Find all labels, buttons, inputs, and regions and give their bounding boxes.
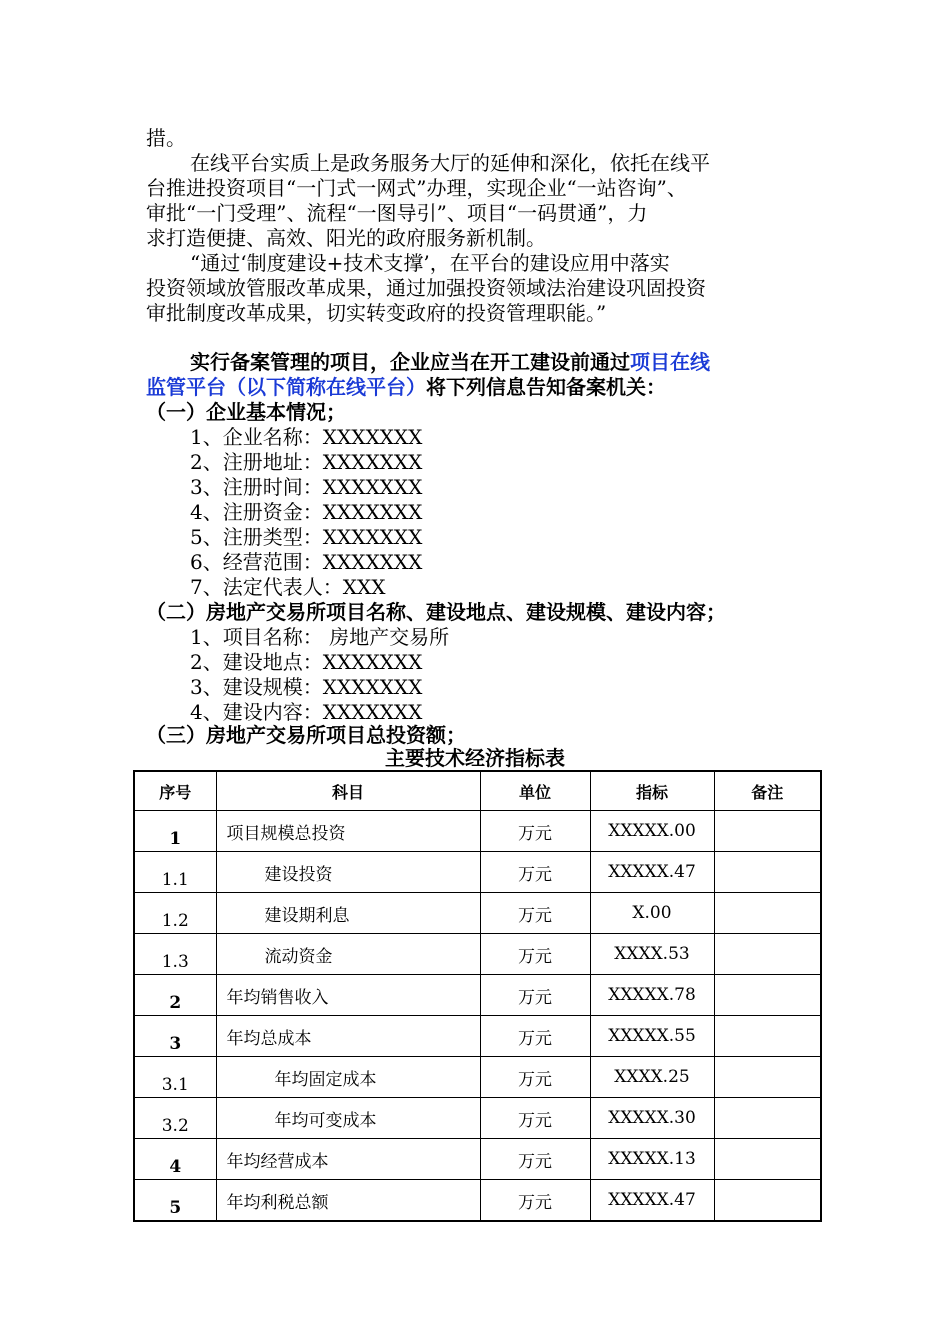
table-row (134, 852, 821, 893)
intro-text: 将下列信息告知备案机关： (426, 375, 666, 399)
intro-line-1 (190, 350, 710, 375)
row-remark (714, 852, 821, 893)
row-remark (714, 1057, 821, 1098)
row-remark (714, 1139, 821, 1180)
row-unit: 万元 (480, 975, 590, 1016)
row-value: XXXXX.78 (590, 975, 714, 1016)
row-item: 项目规模总投资 (216, 811, 480, 852)
row-value: X.00 (590, 893, 714, 934)
row-unit: 万元 (480, 811, 590, 852)
section-1-item: 2、注册地址：XXXXXXX (190, 450, 423, 474)
row-value: XXXXX.13 (590, 1139, 714, 1180)
paragraph-line: 审批制度改革成果，切实转变政府的投资管理职能。” (146, 301, 607, 325)
row-unit: 万元 (480, 852, 590, 893)
row-no: 5 (134, 1180, 216, 1222)
section-1-item: 6、经营范围：XXXXXXX (190, 550, 423, 574)
row-no: 1.2 (134, 893, 216, 934)
paragraph-line: 措。 (146, 126, 186, 150)
section-2-item: 1、项目名称： 房地产交易所 (190, 625, 450, 649)
header-item: 科目 (216, 771, 480, 811)
header-value: 指标 (590, 771, 714, 811)
paragraph-line: 在线平台实质上是政务服务大厅的延伸和深化，依托在线平 (190, 151, 710, 175)
row-item: 年均可变成本 (216, 1098, 480, 1139)
table-row (134, 1098, 821, 1139)
section-2-heading: （二）房地产交易所项目名称、建设地点、建设规模、建设内容； (146, 600, 726, 624)
row-no: 1 (134, 811, 216, 852)
header-unit: 单位 (480, 771, 590, 811)
row-remark (714, 811, 821, 852)
row-unit: 万元 (480, 893, 590, 934)
row-unit: 万元 (480, 1016, 590, 1057)
row-value: XXXX.25 (590, 1057, 714, 1098)
row-item: 年均总成本 (216, 1016, 480, 1057)
row-remark (714, 893, 821, 934)
row-item: 年均经营成本 (216, 1139, 480, 1180)
intro-line-2 (146, 375, 666, 400)
row-remark (714, 975, 821, 1016)
table-row (134, 1139, 821, 1180)
intro-text: 实行备案管理的项目，企业应当在开工建设前通过 (190, 350, 630, 374)
row-item: 流动资金 (216, 934, 480, 975)
header-no: 序号 (134, 771, 216, 811)
paragraph-line: “通过‘制度建设+技术支撑’，在平台的建设应用中落实 (190, 251, 670, 275)
table-header-row (134, 771, 821, 811)
table-row (134, 1016, 821, 1057)
row-no: 2 (134, 975, 216, 1016)
row-item: 年均固定成本 (216, 1057, 480, 1098)
row-no: 3.1 (134, 1057, 216, 1098)
platform-link-continued[interactable]: 监管平台（以下简称在线平台） (146, 375, 426, 399)
table-row (134, 811, 821, 852)
row-no: 3.2 (134, 1098, 216, 1139)
paragraph-line: 审批“一门受理”、流程“一图导引”、项目“一码贯通”，力 (146, 201, 648, 225)
paragraph-line: 台推进投资项目“一门式一网式”办理，实现企业“一站咨询”、 (146, 176, 687, 200)
row-no: 4 (134, 1139, 216, 1180)
table-caption: 主要技术经济指标表 (385, 746, 565, 770)
row-remark (714, 1016, 821, 1057)
indicator-table (133, 770, 822, 1222)
row-unit: 万元 (480, 934, 590, 975)
section-1-item: 4、注册资金：XXXXXXX (190, 500, 423, 524)
table-row (134, 975, 821, 1016)
row-value: XXXXX.47 (590, 852, 714, 893)
row-unit: 万元 (480, 1057, 590, 1098)
paragraph-line: 求打造便捷、高效、阳光的政府服务新机制。 (146, 226, 546, 250)
row-remark (714, 1098, 821, 1139)
row-item: 年均利税总额 (216, 1180, 480, 1222)
row-no: 1.3 (134, 934, 216, 975)
platform-link[interactable]: 项目在线 (630, 350, 710, 374)
row-unit: 万元 (480, 1180, 590, 1222)
row-remark (714, 934, 821, 975)
row-value: XXXXX.47 (590, 1180, 714, 1222)
section-1-item: 7、法定代表人：XXX (190, 575, 386, 599)
header-remark: 备注 (714, 771, 821, 811)
row-no: 3 (134, 1016, 216, 1057)
paragraph-line: 投资领域放管服改革成果，通过加强投资领域法治建设巩固投资 (146, 276, 706, 300)
section-2-item: 4、建设内容：XXXXXXX (190, 700, 423, 724)
table-row (134, 1180, 821, 1222)
section-1-heading: （一）企业基本情况； (146, 400, 346, 424)
table-row (134, 893, 821, 934)
section-2-item: 3、建设规模：XXXXXXX (190, 675, 423, 699)
row-item: 建设期利息 (216, 893, 480, 934)
section-1-item: 1、企业名称：XXXXXXX (190, 425, 423, 449)
row-value: XXXXX.30 (590, 1098, 714, 1139)
table-row (134, 1057, 821, 1098)
section-1-item: 5、注册类型：XXXXXXX (190, 525, 423, 549)
row-item: 年均销售收入 (216, 975, 480, 1016)
row-no: 1.1 (134, 852, 216, 893)
row-value: XXXX.53 (590, 934, 714, 975)
section-1-item: 3、注册时间：XXXXXXX (190, 475, 423, 499)
row-remark (714, 1180, 821, 1222)
row-unit: 万元 (480, 1098, 590, 1139)
row-item: 建设投资 (216, 852, 480, 893)
table-row (134, 934, 821, 975)
section-3-heading: （三）房地产交易所项目总投资额； (146, 723, 466, 747)
row-value: XXXXX.00 (590, 811, 714, 852)
section-2-item: 2、建设地点：XXXXXXX (190, 650, 423, 674)
row-unit: 万元 (480, 1139, 590, 1180)
row-value: XXXXX.55 (590, 1016, 714, 1057)
